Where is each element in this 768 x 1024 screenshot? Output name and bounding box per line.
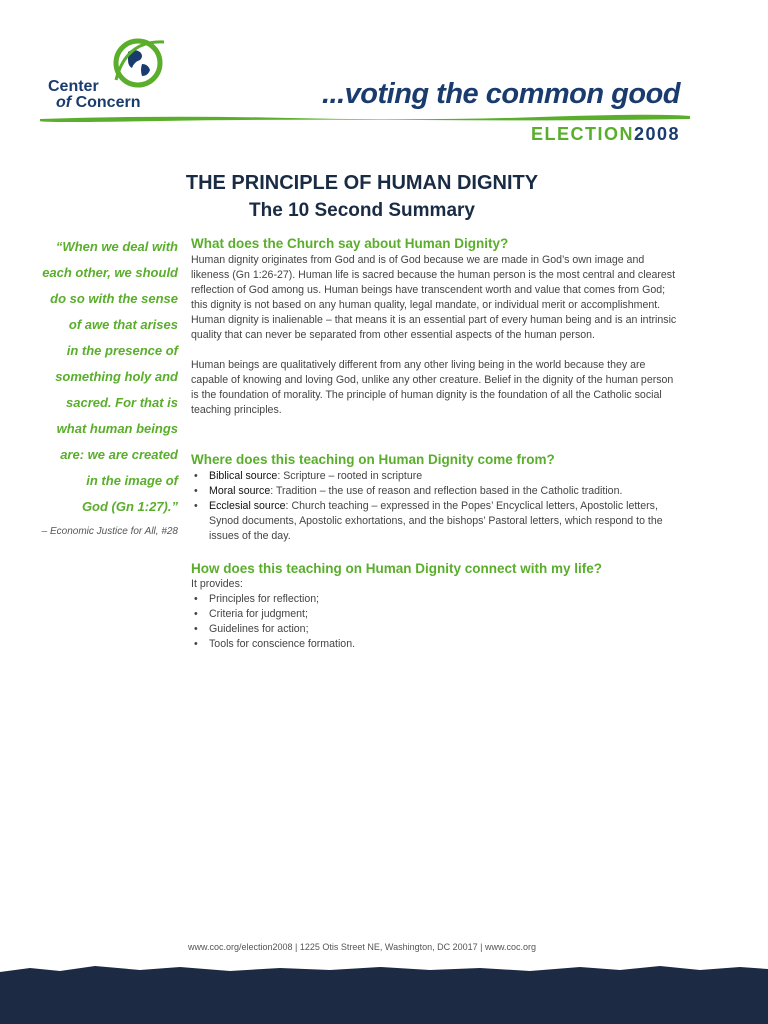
quote-line: “When we deal with [55, 239, 178, 254]
section-paragraph: Human dignity originates from God and is of God because we are made in God’s own image and likeness (Gn 1:26-27). Human life is sacred because the human person is the most central and clearest reflection of God among us. Human beings have transcendent worth and value that comes from God; this dignity is not based on any human quality, legal mandate, or individual merit or accomplishment. Human dignity is inalienable – that means it is an essential part of every human being and is an intrinsic quality that can never be separated from other essential aspects of the human person. [191, 254, 677, 341]
source-separator: : [270, 485, 276, 497]
section-heading: How does this teaching on Human Dignity connect with my life? [191, 561, 603, 576]
globe-icon [106, 34, 166, 92]
section-how [191, 561, 677, 652]
footer-brush-band [0, 958, 768, 1024]
logo-text-center: Center [48, 78, 99, 95]
quote-line: in the image of [86, 473, 178, 488]
quote-line: are: we are created [60, 447, 178, 462]
section-intro: It provides: [191, 578, 243, 590]
list-item [191, 484, 677, 499]
quote-source: – Economic Justice for All, #28 [41, 526, 178, 537]
logo-text-of-concern [56, 94, 140, 112]
sidebar-quote [28, 234, 178, 520]
page-title: THE PRINCIPLE OF HUMAN DIGNITY [185, 172, 539, 194]
section-heading: What does the Church say about Human Dignity? [191, 236, 509, 251]
election-2008-label [531, 124, 680, 145]
list-item: • Principles for reflection; [191, 592, 677, 607]
election-word: ELECTION [530, 124, 634, 144]
list-item: • Tools for conscience formation. [191, 637, 677, 652]
center-of-concern-logo [44, 34, 184, 124]
footer-contact: www.coc.org/election2008 | 1225 Otis Street NE, Washington, DC 20017 | www.coc.org [187, 942, 536, 952]
quote-line: in the presence of [66, 343, 178, 358]
list-item: • Criteria for judgment; [191, 607, 677, 622]
quote-line: each other, we should [42, 265, 178, 280]
section-what [191, 236, 677, 418]
source-label: Moral source [209, 485, 271, 497]
header-brush-rule [40, 113, 690, 123]
source-list [191, 469, 677, 544]
quote-line: God (Gn 1:27).” [81, 499, 178, 514]
page-subtitle: The 10 Second Summary [249, 200, 475, 221]
source-text: Tradition – the use of reason and reflection based in the Catholic tradition. [275, 485, 623, 497]
logo-text-concern: Concern [75, 94, 141, 111]
election-year: 2008 [633, 124, 680, 144]
source-text: Scripture – rooted in scripture [283, 470, 423, 482]
provides-list [191, 592, 677, 652]
source-separator: : [285, 500, 292, 512]
quote-line: do so with the sense [50, 291, 178, 306]
section-paragraph: Human beings are qualitatively different from any other living being in the world because they are capable of knowing and loving God, unlike any other creature. Belief in the dignity of the human person is the foundation of morality. The principle of human dignity is the foundation of all the Catholic social teaching principles. [191, 359, 674, 416]
source-label: Biblical source [209, 470, 278, 482]
list-item [191, 469, 677, 484]
quote-line: sacred. For that is [66, 395, 178, 410]
quote-line: of awe that arises [68, 317, 178, 332]
source-separator: : [277, 470, 284, 482]
quote-line: something holy and [55, 369, 178, 384]
list-item: • Guidelines for action; [191, 622, 677, 637]
logo-text-of: of [56, 94, 72, 111]
section-where [191, 452, 677, 544]
list-item [191, 499, 677, 544]
section-heading: Where does this teaching on Human Dignity come from? [191, 452, 555, 467]
source-label: Ecclesial source [209, 500, 286, 512]
quote-line: what human beings [56, 421, 178, 436]
tagline: ...voting the common good [321, 78, 680, 110]
source-text: Church teaching – expressed in the Popes’ Encyclical letters, Apostolic letters, Synod documents, Apostolic exhortations, and the bishops’ Pastoral letters, which respond to the issues of the day. [209, 500, 663, 542]
